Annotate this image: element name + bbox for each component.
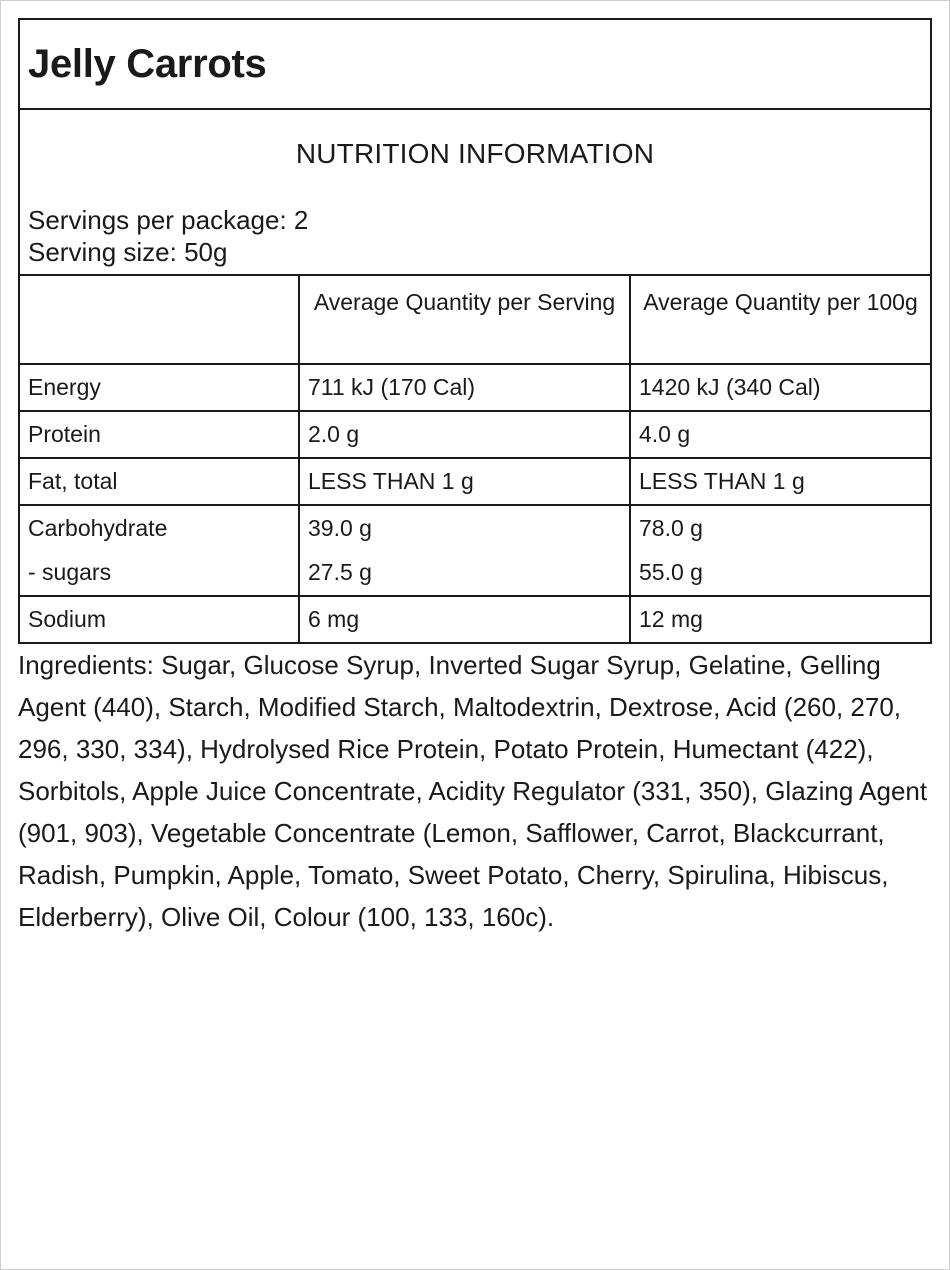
nutrient-label: Protein [20,411,299,458]
nutrient-label: Sodium [20,596,299,642]
per-100g-value: 55.0 g [630,551,930,596]
per-serving-value: 711 kJ (170 Cal) [299,364,630,411]
table-row-carbohydrate [20,505,930,551]
ingredients-text: Ingredients: Sugar, Glucose Syrup, Inverted Sugar Syrup, Gelatine, Gelling Agent (440), Starch, Modified Starch, Maltodextrin, Dextrose, Acid (260, 270, 296, 330, 334), Hydrolysed Rice Protein, Potato Protein, Humectant (422), Sorbitols, Apple Juice Concentrate, Acidity Regulator (331, 350), Glazing Agent (901, 903), Vegetable Concentrate (Lemon, Safflower, Carrot, Blackcurrant, Radish, Pumpkin, Apple, Tomato, Sweet Potato, Cherry, Spirulina, Hibiscus, Elderberry), Olive Oil, Colour (100, 133, 160c). [18,650,928,932]
per-100g-value: 12 mg [639,606,703,632]
table-row-fat [20,458,930,505]
per-serving-value: LESS THAN 1 g [299,458,630,505]
per-serving-value: 27.5 g [299,551,630,596]
table-row-protein [20,411,930,458]
header-per-100g: Average Quantity per 100g [630,276,930,364]
nutrition-info-block [20,110,930,276]
per-100g-value: 4.0 g [630,411,930,458]
table-header-row [20,276,930,364]
table-row-sugars [20,551,930,596]
table-row-sodium [20,596,930,642]
nutrient-label: Carbohydrate [20,505,299,551]
title-row [20,20,930,110]
nutrient-label: Energy [20,364,299,411]
serving-size: Serving size: 50g [28,237,228,267]
servings-info [28,204,308,268]
nutrient-label: Fat, total [20,458,299,505]
header-blank-cell [20,276,299,364]
header-per-serving: Average Quantity per Serving [299,276,630,364]
per-100g-value: 1420 kJ (340 Cal) [630,364,930,411]
nutrition-panel [18,18,932,644]
table-row-energy [20,364,930,411]
per-serving-value: 6 mg [299,596,630,642]
per-serving-value: 2.0 g [299,411,630,458]
per-serving-value: 39.0 g [299,505,630,551]
nutrition-heading: NUTRITION INFORMATION [295,138,655,169]
nutrient-label: - sugars [20,551,299,596]
per-100g-value: LESS THAN 1 g [630,458,930,505]
nutrition-table [20,276,930,642]
per-100g-value: 78.0 g [639,515,703,541]
product-title: Jelly Carrots [28,41,267,86]
servings-per-package: Servings per package: 2 [28,205,309,235]
